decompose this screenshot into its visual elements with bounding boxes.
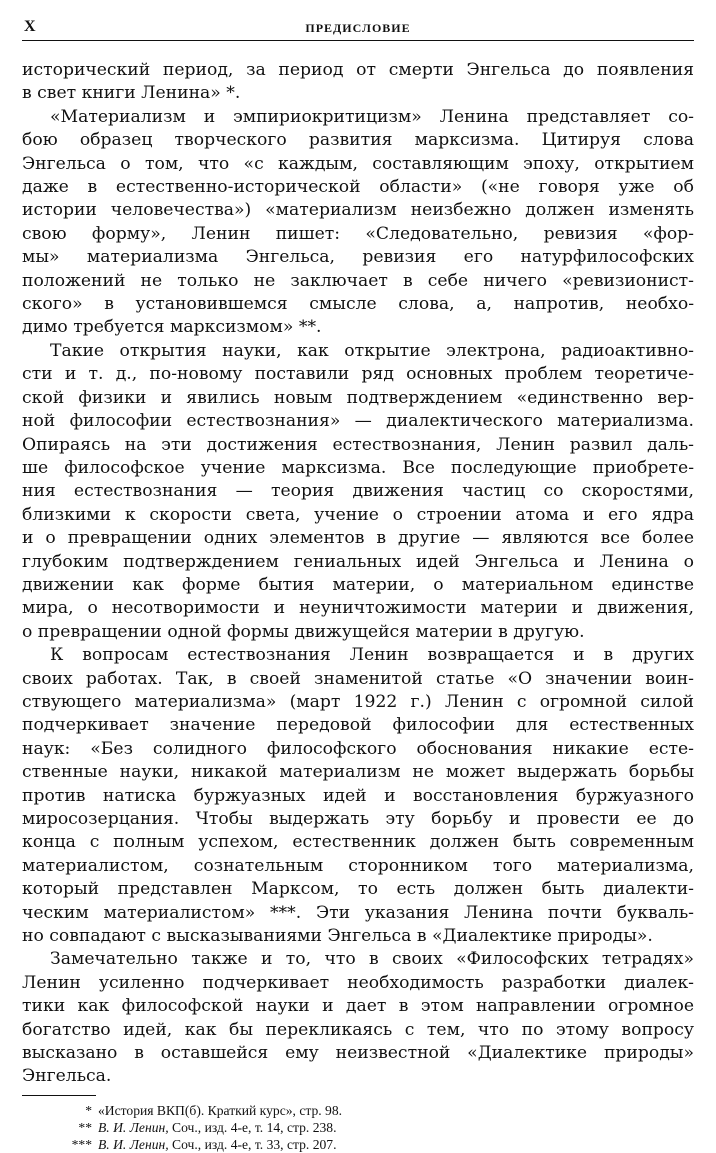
- text-line: материалистом, сознательным сторонником того материализма,: [22, 855, 694, 876]
- text-line: своих работах. Так, в своей знаменитой статье «О значении воин-: [22, 668, 694, 689]
- paragraph: [22, 59, 694, 106]
- text-line: ния естествознания — теория движения частиц со скоростями,: [22, 481, 694, 502]
- text-line: «Материализм и эмпириокритицизм» Ленина представляет со-: [50, 106, 694, 127]
- text-line: о превращении одной формы движущейся материи в другую.: [22, 621, 585, 642]
- text-line: движении как форме бытия материи, о материальном единстве: [22, 574, 694, 595]
- text-line: тики как философской науки и дает в этом направлении огромное: [22, 996, 694, 1017]
- paragraph: [22, 644, 694, 948]
- footnote-author: В. И. Ленин,: [98, 1120, 169, 1136]
- document-page: [22, 18, 694, 1153]
- running-title: ПРЕДИСЛОВИЕ: [305, 21, 411, 35]
- text-line: мира, о несотворимости и неуничтожимости материи и движения,: [22, 598, 694, 619]
- text-line: Энгельса.: [22, 1066, 112, 1087]
- text-line: ческим материалистом» ***. Эти указания Ленина почти букваль-: [22, 902, 694, 923]
- paragraph: [22, 948, 694, 1088]
- text-line: наук: «Без солидного философского обоснования никакие есте-: [22, 738, 694, 759]
- text-line: ского» в установившемся смысле слова, а, напротив, необхо-: [22, 294, 694, 315]
- text-line: Ленин усиленно подчеркивает необходимость разработки диалек-: [22, 972, 694, 993]
- text-line: конца с полным успехом, естественник должен быть современным: [22, 832, 694, 853]
- text-line: близкими к скорости света, учение о строении атома и его ядра: [22, 504, 694, 525]
- text-line: в свет книги Ленина» *.: [22, 83, 241, 104]
- paragraph: [22, 106, 694, 340]
- text-line: Такие открытия науки, как открытие электрона, радиоактивно-: [50, 340, 694, 361]
- text-line: ше философское учение марксизма. Все последующие приобрете-: [22, 457, 694, 478]
- footnote-text: [98, 1136, 336, 1153]
- text-line: миросозерцания. Чтобы выдержать эту борьбу и провести ее до: [22, 809, 694, 829]
- text-line: богатство идей, как бы перекликаясь с тем, что по этому вопросу: [22, 1019, 694, 1040]
- text-line: ской физики и явились новым подтверждением «единственно вер-: [22, 387, 694, 408]
- text-line: Замечательно также и то, что в своих «Философских тетрадях»: [50, 949, 694, 970]
- text-line: мы» материализма Энгельса, ревизия его натурфилософских: [22, 247, 694, 268]
- body-text: [22, 59, 694, 1089]
- footnotes: [22, 1102, 694, 1153]
- footnote: [22, 1102, 694, 1119]
- text-line: К вопросам естествознания Ленин возвращается и в других: [50, 645, 694, 666]
- footnote-mark: *: [85, 1102, 92, 1118]
- text-line: исторический период, за период от смерти Энгельса до появления: [22, 60, 694, 80]
- footnote-mark: ***: [71, 1137, 92, 1153]
- text-line: ственные науки, никакой материализм не может выдержать борьбы: [22, 762, 694, 783]
- text-line: Энгельса о том, что «с каждым, составляющим эпоху, открытием: [22, 153, 694, 174]
- footnote-citation: Соч., изд. 4-е, т. 14, стр. 238.: [168, 1120, 337, 1136]
- text-line: ной философии естествознания» — диалектического материализма.: [22, 411, 694, 432]
- text-line: Опираясь на эти достижения естествознания, Ленин развил даль-: [22, 434, 694, 455]
- text-line: ствующего материализма» (март 1922 г.) Ленин с огромной силой: [22, 691, 694, 712]
- text-line: положений не только не заключает в себе ничего «ревизионист-: [22, 270, 694, 291]
- footnote-citation: Соч., изд. 4-е, т. 33, стр. 207.: [168, 1137, 337, 1153]
- text-line: бою образец творческого развития марксизма. Цитируя слова: [22, 130, 694, 151]
- text-line: высказано в оставшейся ему неизвестной «Диалектике природы»: [22, 1043, 694, 1064]
- text-line: димо требуется марксизмом» **.: [22, 317, 322, 338]
- text-line: и о превращении одних элементов в другие — являются все более: [22, 528, 694, 549]
- paragraph: [22, 340, 694, 644]
- text-line: против натиска буржуазных идей и восстановления буржуазного: [22, 785, 694, 806]
- text-line: истории человечества») «материализм неизбежно должен изменять: [22, 200, 694, 221]
- text-line: но совпадают с высказываниями Энгельса в «Диалектике природы».: [22, 926, 653, 947]
- text-line: даже в естественно-исторической области» («не говоря уже об: [22, 177, 694, 198]
- footnote-author: В. И. Ленин,: [98, 1137, 169, 1153]
- text-line: глубоким подтверждением гениальных идей Энгельса и Ленина о: [22, 551, 694, 572]
- footnote-text: [98, 1102, 342, 1119]
- running-header: [22, 18, 694, 41]
- footnote: [22, 1136, 694, 1153]
- footnote-mark: **: [78, 1120, 92, 1136]
- footnote-citation: «История ВКП(б). Краткий курс», стр. 98.: [98, 1102, 343, 1118]
- page-number: X: [24, 18, 36, 35]
- text-line: свою форму», Ленин пишет: «Следовательно, ревизия «фор-: [22, 223, 694, 244]
- footnote-divider: [22, 1095, 96, 1096]
- text-line: сти и т. д., по-новому поставили ряд основных проблем теоретиче-: [22, 364, 694, 385]
- text-line: подчеркивает значение передовой философии для естественных: [22, 715, 694, 736]
- text-line: который представлен Марксом, то есть должен быть диалекти-: [22, 879, 694, 900]
